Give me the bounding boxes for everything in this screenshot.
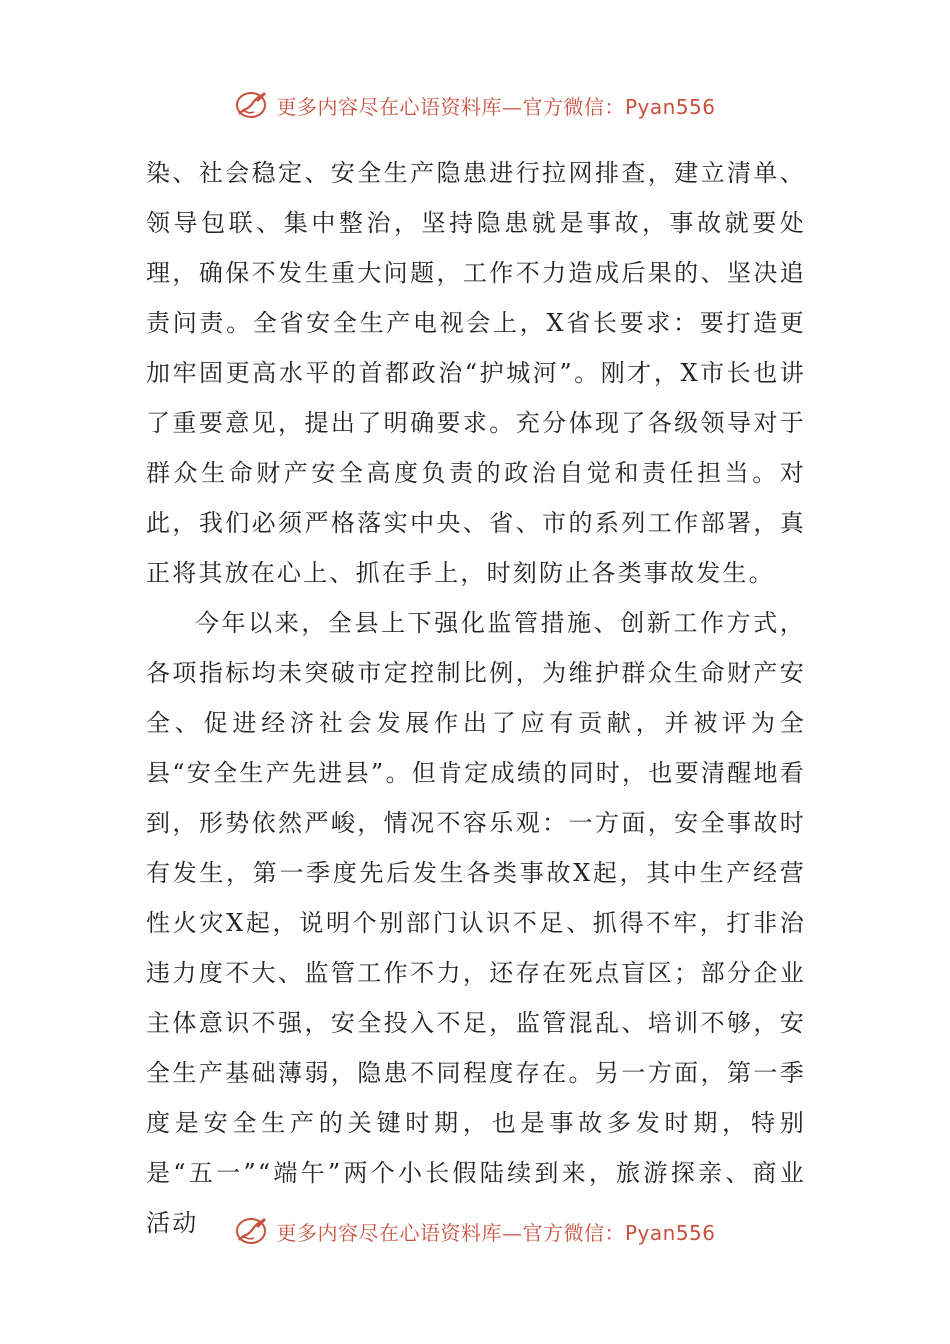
document-body bbox=[146, 148, 806, 1248]
footer-wechat-label: 官方微信： bbox=[522, 1220, 625, 1245]
pen-signature-logo-icon bbox=[234, 1214, 268, 1248]
paragraph-1: 染、社会稳定、安全生产隐患进行拉网排查，建立清单、领导包联、集中整治，坚持隐患就是事故，事故就要处理，确保不发生重大问题，工作不力造成后果的、坚决追责问责。全省安全生产电视会上，X省长要求：要打造更加牢固更高水平的首都政治“护城河”。刚才，X市长也讲了重要意见，提出了明确要求。充分体现了各级领导对于群众生命财产安全高度负责的政治自觉和责任担当。对此，我们必须严格落实中央、省、市的系列工作部署，真正将其放在心上、抓在手上，时刻防止各类事故发生。 bbox=[146, 159, 806, 587]
footer-banner-text bbox=[276, 1217, 715, 1246]
footer-banner-content bbox=[234, 1214, 715, 1248]
header-banner bbox=[0, 85, 950, 125]
footer-banner bbox=[0, 1211, 950, 1251]
footer-banner-separator: — bbox=[501, 1220, 523, 1245]
header-banner-content bbox=[234, 88, 715, 122]
footer-wechat-id: Pyan556 bbox=[624, 1220, 716, 1245]
header-wechat-label: 官方微信： bbox=[522, 94, 625, 119]
footer-banner-title: 更多内容尽在心语资料库 bbox=[276, 1220, 502, 1245]
paragraph-2: 今年以来，全县上下强化监管措施、创新工作方式，各项指标均未突破市定控制比例，为维护群众生命财产安全、促进经济社会发展作出了应有贡献，并被评为全县“安全生产先进县”。但肯定成绩的同时，也要清醒地看到，形势依然严峻，情况不容乐观：一方面，安全事故时有发生，第一季度先后发生各类事故X起，其中生产经营性火灾X起，说明个别部门认识不足、抓得不牢，打非治违力度不大、监管工作不力，还存在死点盲区；部分企业主体意识不强，安全投入不足，监管混乱、培训不够，安全生产基础薄弱，隐患不同程度存在。另一方面，第一季度是安全生产的关键时期，也是事故多发时期，特别是“五一”“端午”两个小长假陆续到来，旅游探亲、商业活动 bbox=[146, 609, 806, 1237]
header-banner-title: 更多内容尽在心语资料库 bbox=[276, 94, 502, 119]
pen-signature-logo-icon bbox=[234, 88, 268, 122]
header-banner-separator: — bbox=[501, 94, 523, 119]
header-banner-text bbox=[276, 91, 715, 120]
header-wechat-id: Pyan556 bbox=[624, 94, 716, 119]
